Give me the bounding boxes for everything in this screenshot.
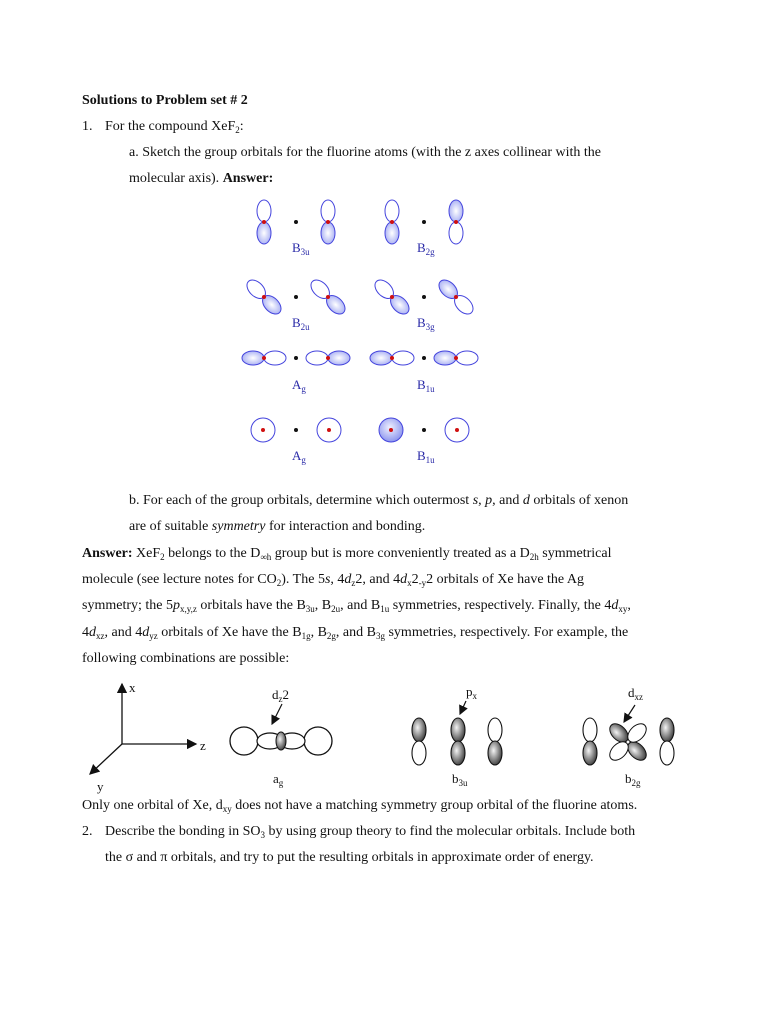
- coordinate-axes: [90, 684, 196, 774]
- label-b3g: $B_{3g}$: [417, 315, 435, 332]
- question-2-line2: the σ and π orbitals, and try to put the resulting orbitals in approximate order of energy.: [105, 850, 594, 865]
- axis-label-x: x: [129, 680, 136, 695]
- question-1-text: For the compound XeF$_2$:: [105, 119, 244, 135]
- axis-label-z: z: [200, 738, 206, 753]
- answer-line-2: molecule (see lecture notes for $CO_2$). The 5s, $4d_z2$, and $4d_x2_{-y}2$ orbitals of Xe have the Ag: [82, 572, 584, 588]
- label-ag-row3: $A_g$: [292, 377, 306, 394]
- label-dxz: $d_{xz}$: [628, 685, 643, 702]
- label-b2g-combo: $b_{2g}$: [625, 771, 641, 788]
- label-ag-row4: $A_g$: [292, 448, 306, 465]
- label-ag-combo: $a_g$: [273, 771, 284, 788]
- question-1a-line1: a. Sketch the group orbitals for the fluorine atoms (with the z axes collinear with the: [129, 145, 601, 160]
- label-b2g: $B_{2g}$: [417, 240, 435, 257]
- label-dz2: $d_z2$: [272, 687, 289, 704]
- page-title: Solutions to Problem set # 2: [82, 93, 248, 108]
- label-b2u: $B_{2u}$: [292, 315, 310, 332]
- dxz-b2g-combination: [583, 705, 674, 765]
- question-1b-line2: are of suitable symmetry for interaction and bonding.: [129, 519, 426, 534]
- question-1a-line2: molecular axis). Answer:: [129, 171, 274, 186]
- question-2-line1: Describe the bonding in $SO_3$ by using group theory to find the molecular orbitals. Include both: [105, 824, 636, 840]
- answer-line-4: $4d_{xz}$, and $4d_{yz}$ orbitals of Xe have the $B_{1g}$, $B_{2g}$, and $B_{3g}$ symmetries, respectively. For example, the: [82, 625, 629, 641]
- px-b3u-combination: [412, 701, 502, 765]
- label-b3u: $B_{3u}$: [292, 240, 310, 257]
- axis-label-y: y: [97, 779, 104, 794]
- answer-line-1: Answer: XeF$_2$ belongs to the $D_{\infty h}$ group but is more conveniently treated as a $D_{2h}$ symmetrical: [82, 546, 612, 562]
- question-2-number: 2.: [82, 824, 93, 839]
- answer-line-5: following combinations are possible:: [82, 651, 290, 666]
- label-b1u-row3: $B_{1u}$: [417, 377, 435, 394]
- question-1-number: 1.: [82, 119, 93, 134]
- answer-line-3: symmetry; the $5p_{x,y,z}$ orbitals have the $B_{3u}$, $B_{2u}$, and $B_{1u}$ symmetries, respectively. Finally, the $4d_{xy}$,: [82, 598, 631, 614]
- label-b1u-row4: $B_{1u}$: [417, 448, 435, 465]
- question-1b-line1: b. For each of the group orbitals, determine which outermost s, p, and d orbitals of xenon: [129, 493, 629, 508]
- label-b3u-combo: $b_{3u}$: [452, 771, 468, 788]
- only-one-orbital-line: Only one orbital of Xe, $d_{xy}$ does not have a matching symmetry group orbital of the fluorine atoms.: [82, 798, 638, 814]
- label-px: $p_x$: [466, 684, 477, 701]
- dz2-ag-combination: [230, 704, 332, 755]
